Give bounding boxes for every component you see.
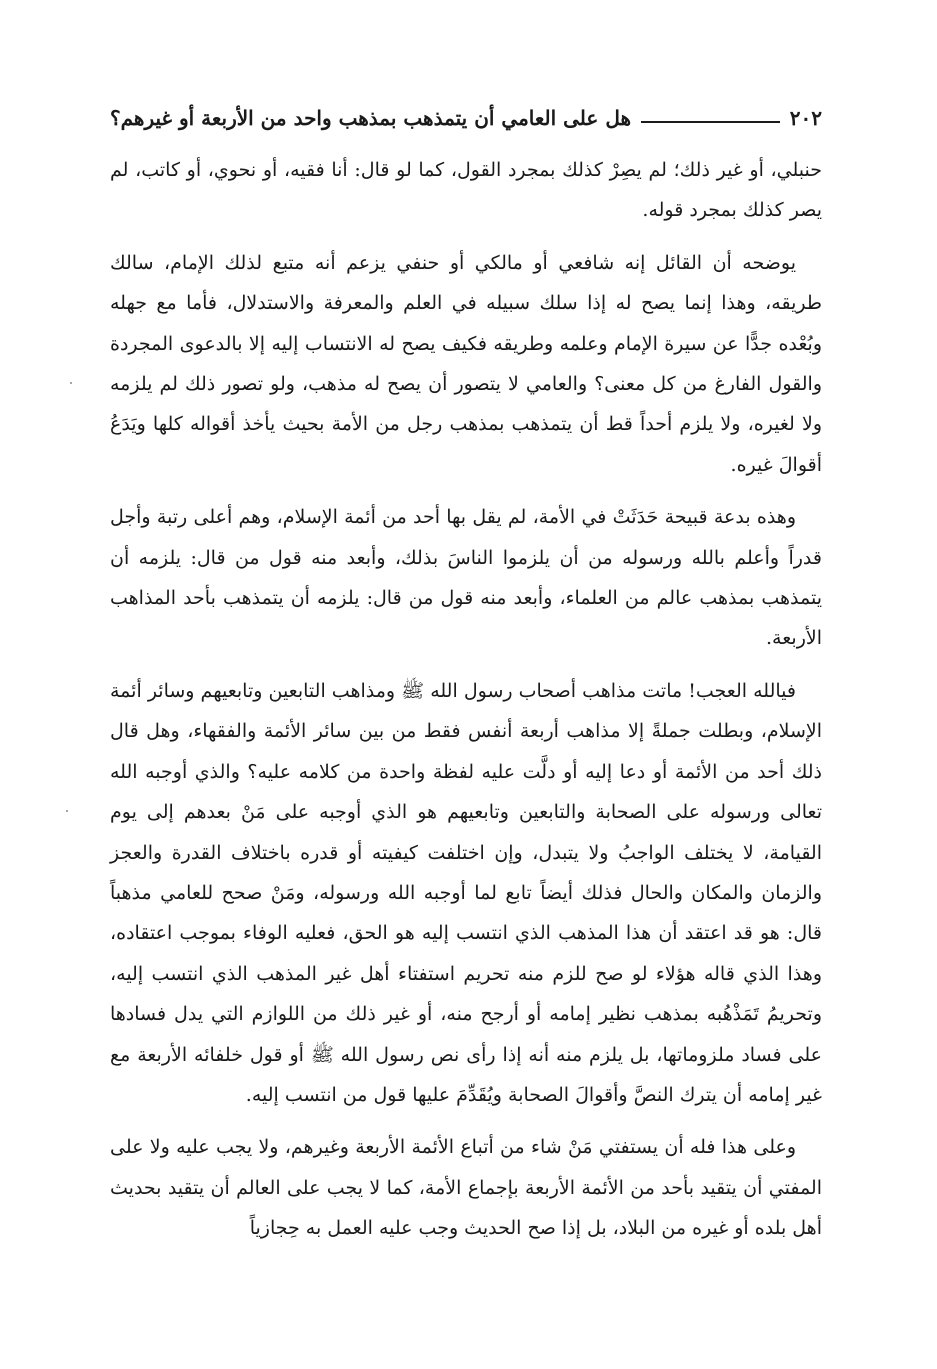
paragraph-3: وهذه بدعة قبيحة حَدَثَتْ في الأمة، لم يقل بها أحد من أئمة الإسلام، وهم أعلى رتبة وأجل قدراً وأعلم بالله ورسوله من أن يلزموا الناسَ بذلك، وأبعد منه قول من قال: يلزمه أن يتمذهب بمذهب عالم من العلماء، وأبعد منه قول من قال: يلزمه أن يتمذهب بأحد المذاهب الأربعة. [110, 506, 822, 650]
paragraph-1: حنبلي، أو غير ذلك؛ لم يصِرْ كذلك بمجرد القول، كما لو قال: أنا فقيه، أو نحوي، أو كاتب، لم يصر كذلك بمجرد قوله. [110, 159, 822, 222]
scan-speck [70, 382, 72, 384]
scan-speck [66, 810, 68, 812]
body-text [110, 150, 822, 1261]
page-number: ٢٠٢ [789, 106, 822, 130]
running-title: هل على العامي أن يتمذهب بمذهب واحد من الأربعة أو غيرهم؟ [110, 106, 632, 130]
paragraph-5: وعلى هذا فله أن يستفتي مَنْ شاء من أتباع الأئمة الأربعة وغيرهم، ولا يجب عليه ولا على المفتي أن يتقيد بأحد من الأئمة الأربعة بإجماع الأمة، كما لا يجب على العالم أن يتقيد بحديث أهل بلده أو غيره من البلاد، بل إذا صح الحديث وجب عليه العمل به حِجازياً [110, 1136, 822, 1240]
header-rule [641, 121, 780, 123]
page-header [110, 96, 822, 130]
paragraph-2: يوضحه أن القائل إنه شافعي أو مالكي أو حنفي يزعم أنه متبع لذلك الإمام، سالك طريقه، وهذا إنما يصح له إذا سلك سبيله في العلم والمعرفة والاستدلال، فأما مع جهله وبُعْده جدًّا عن سيرة الإمام وعلمه وطريقه فكيف يصح له الانتساب إليه إلا بالدعوى المجردة والقول الفارغ من كل معنى؟ والعامي لا يتصور أن يصح له مذهب، ولو تصور ذلك لم يلزمه ولا لغيره، ولا يلزم أحداً قط أن يتمذهب بمذهب رجل من الأمة بحيث يأخذ أقواله كلها ويَدَعُ أقوالَ غيره. [110, 251, 822, 476]
paragraph-4: فيالله العجب! ماتت مذاهب أصحاب رسول الله ﷺ ومذاهب التابعين وتابعيهم وسائر أئمة الإسلام، وبطلت جملةً إلا مذاهب أربعة أنفس فقط من بين سائر الأئمة والفقهاء، وهل قال ذلك أحد من الأئمة أو دعا إليه أو دلَّت عليه لفظة واحدة من كلامه عليه؟ والذي أوجبه الله تعالى ورسوله على الصحابة والتابعين وتابعيهم هو الذي أوجبه على مَنْ بعدهم إلى يوم القيامة، لا يختلف الواجبُ ولا يتبدل، وإن اختلفت كيفيته أو قدره باختلاف القدرة والعجز والزمان والمكان والحال فذلك أيضاً تابع لما أوجبه الله ورسوله، ومَنْ صحح للعامي مذهباً قال: هو قد اعتقد أن هذا المذهب الذي انتسب إليه هو الحق، فعليه الوفاء بموجب اعتقاده، وهذا الذي قاله هؤلاء لو صح للزم منه تحريم استفتاء أهل غير المذهب الذي انتسب إليه، وتحريمُ تَمَذْهُبه بمذهب نظير إمامه أو أرجح منه، أو غير ذلك من اللوازم التي يدل فسادها على فساد ملزوماتها، بل يلزم منه أنه إذا رأى نص رسول الله ﷺ أو قول خلفائه الأربعة مع غير إمامه أن يترك النصَّ وأقوالَ الصحابة ويُقَدِّمَ عليها قول من انتسب إليه. [110, 679, 822, 1106]
